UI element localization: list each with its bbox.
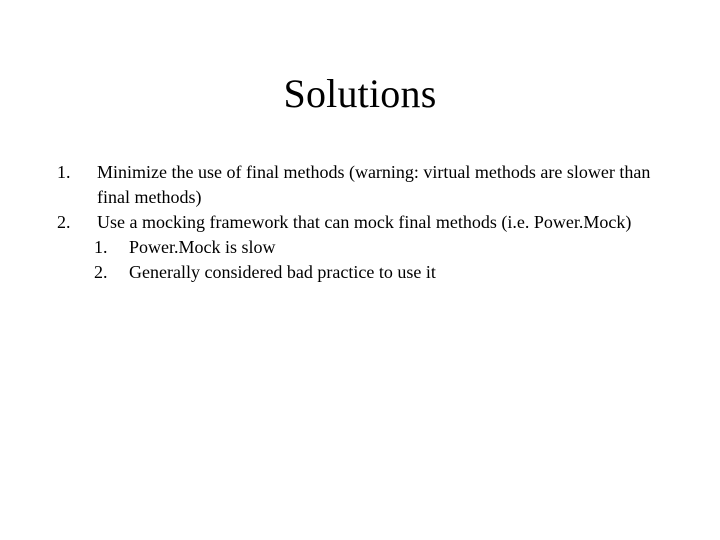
slide-title: Solutions xyxy=(283,71,437,116)
list-item xyxy=(57,210,667,235)
sub-list-item-number: 2. xyxy=(94,262,108,282)
sub-list-item-number: 1. xyxy=(94,237,108,257)
sub-list-item xyxy=(57,235,667,260)
list-item xyxy=(57,160,667,210)
list-item-number: 1. xyxy=(57,162,71,182)
slide-content xyxy=(57,160,667,285)
list-item-text: Minimize the use of final methods (warning: virtual methods are slower than final methods) xyxy=(97,162,651,207)
list-item-text: Use a mocking framework that can mock final methods (i.e. Power.Mock) xyxy=(97,212,632,232)
sub-list-item-text: Power.Mock is slow xyxy=(129,237,276,257)
sub-list-item xyxy=(57,260,667,285)
list-item-number: 2. xyxy=(57,212,71,232)
sub-list-item-text: Generally considered bad practice to use it xyxy=(129,262,436,282)
